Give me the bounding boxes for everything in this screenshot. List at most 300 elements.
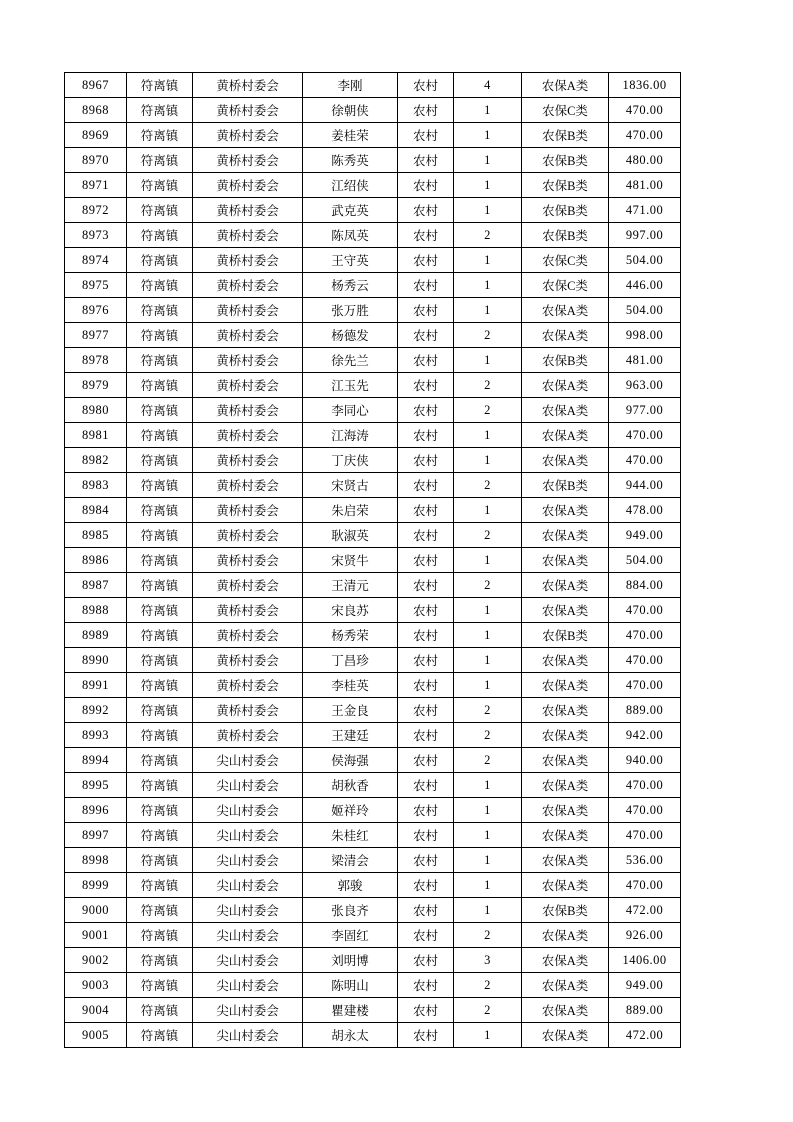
cell-category: 农保C类 <box>522 248 609 273</box>
cell-town: 符离镇 <box>127 348 193 373</box>
cell-amount: 1406.00 <box>609 948 681 973</box>
cell-area-type: 农村 <box>398 198 454 223</box>
table-row <box>65 923 681 948</box>
table-row <box>65 848 681 873</box>
cell-id: 9001 <box>65 923 127 948</box>
table-row <box>65 523 681 548</box>
cell-village: 黄桥村委会 <box>193 673 303 698</box>
cell-village: 黄桥村委会 <box>193 98 303 123</box>
cell-village: 黄桥村委会 <box>193 373 303 398</box>
cell-id: 9004 <box>65 998 127 1023</box>
cell-person-count: 1 <box>454 848 522 873</box>
cell-name: 刘明博 <box>303 948 398 973</box>
cell-category: 农保A类 <box>522 448 609 473</box>
cell-village: 黄桥村委会 <box>193 498 303 523</box>
cell-area-type: 农村 <box>398 148 454 173</box>
cell-area-type: 农村 <box>398 848 454 873</box>
cell-id: 8987 <box>65 573 127 598</box>
cell-amount: 478.00 <box>609 498 681 523</box>
table-row <box>65 648 681 673</box>
cell-town: 符离镇 <box>127 198 193 223</box>
cell-town: 符离镇 <box>127 323 193 348</box>
cell-name: 江玉先 <box>303 373 398 398</box>
cell-category: 农保A类 <box>522 648 609 673</box>
cell-category: 农保A类 <box>522 923 609 948</box>
cell-area-type: 农村 <box>398 448 454 473</box>
cell-town: 符离镇 <box>127 148 193 173</box>
cell-amount: 472.00 <box>609 1023 681 1048</box>
cell-id: 8996 <box>65 798 127 823</box>
table-row <box>65 73 681 98</box>
cell-person-count: 1 <box>454 423 522 448</box>
cell-person-count: 1 <box>454 823 522 848</box>
cell-person-count: 1 <box>454 773 522 798</box>
table-row <box>65 198 681 223</box>
cell-person-count: 2 <box>454 973 522 998</box>
cell-name: 王建廷 <box>303 723 398 748</box>
cell-name: 王守英 <box>303 248 398 273</box>
cell-village: 尖山村委会 <box>193 773 303 798</box>
cell-person-count: 1 <box>454 123 522 148</box>
cell-person-count: 1 <box>454 623 522 648</box>
cell-village: 尖山村委会 <box>193 1023 303 1048</box>
table-row <box>65 473 681 498</box>
cell-person-count: 1 <box>454 498 522 523</box>
cell-category: 农保A类 <box>522 423 609 448</box>
cell-id: 8997 <box>65 823 127 848</box>
cell-name: 朱启荣 <box>303 498 398 523</box>
cell-id: 8973 <box>65 223 127 248</box>
cell-person-count: 1 <box>454 648 522 673</box>
cell-village: 尖山村委会 <box>193 873 303 898</box>
cell-amount: 471.00 <box>609 198 681 223</box>
cell-town: 符离镇 <box>127 1023 193 1048</box>
table-row <box>65 948 681 973</box>
cell-person-count: 2 <box>454 398 522 423</box>
cell-name: 耿淑英 <box>303 523 398 548</box>
table-row <box>65 498 681 523</box>
cell-person-count: 2 <box>454 323 522 348</box>
cell-town: 符离镇 <box>127 698 193 723</box>
table-row <box>65 323 681 348</box>
cell-area-type: 农村 <box>398 173 454 198</box>
cell-name: 陈凤英 <box>303 223 398 248</box>
cell-name: 徐先兰 <box>303 348 398 373</box>
cell-amount: 470.00 <box>609 598 681 623</box>
cell-area-type: 农村 <box>398 723 454 748</box>
cell-id: 8975 <box>65 273 127 298</box>
cell-town: 符离镇 <box>127 873 193 898</box>
cell-area-type: 农村 <box>398 248 454 273</box>
cell-id: 8986 <box>65 548 127 573</box>
cell-village: 黄桥村委会 <box>193 148 303 173</box>
cell-amount: 446.00 <box>609 273 681 298</box>
cell-area-type: 农村 <box>398 98 454 123</box>
cell-amount: 470.00 <box>609 673 681 698</box>
cell-person-count: 1 <box>454 873 522 898</box>
cell-category: 农保C类 <box>522 273 609 298</box>
cell-category: 农保B类 <box>522 623 609 648</box>
cell-name: 侯海强 <box>303 748 398 773</box>
cell-id: 9002 <box>65 948 127 973</box>
cell-village: 黄桥村委会 <box>193 623 303 648</box>
cell-name: 姬祥玲 <box>303 798 398 823</box>
cell-name: 陈秀英 <box>303 148 398 173</box>
cell-person-count: 2 <box>454 523 522 548</box>
cell-amount: 884.00 <box>609 573 681 598</box>
cell-town: 符离镇 <box>127 798 193 823</box>
cell-person-count: 1 <box>454 98 522 123</box>
cell-amount: 942.00 <box>609 723 681 748</box>
cell-id: 8990 <box>65 648 127 673</box>
cell-amount: 997.00 <box>609 223 681 248</box>
cell-town: 符离镇 <box>127 623 193 648</box>
cell-area-type: 农村 <box>398 598 454 623</box>
table-row <box>65 973 681 998</box>
cell-town: 符离镇 <box>127 573 193 598</box>
cell-category: 农保A类 <box>522 998 609 1023</box>
cell-amount: 480.00 <box>609 148 681 173</box>
cell-category: 农保B类 <box>522 473 609 498</box>
cell-village: 黄桥村委会 <box>193 548 303 573</box>
cell-name: 朱桂红 <box>303 823 398 848</box>
cell-town: 符离镇 <box>127 98 193 123</box>
cell-name: 王金良 <box>303 698 398 723</box>
cell-category: 农保A类 <box>522 573 609 598</box>
cell-town: 符离镇 <box>127 448 193 473</box>
cell-category: 农保B类 <box>522 173 609 198</box>
cell-person-count: 4 <box>454 73 522 98</box>
cell-name: 张万胜 <box>303 298 398 323</box>
cell-person-count: 1 <box>454 1023 522 1048</box>
cell-person-count: 2 <box>454 473 522 498</box>
cell-town: 符离镇 <box>127 398 193 423</box>
cell-amount: 470.00 <box>609 423 681 448</box>
cell-category: 农保A类 <box>522 823 609 848</box>
cell-amount: 481.00 <box>609 348 681 373</box>
cell-category: 农保A类 <box>522 323 609 348</box>
cell-town: 符离镇 <box>127 523 193 548</box>
cell-category: 农保A类 <box>522 748 609 773</box>
cell-id: 8972 <box>65 198 127 223</box>
cell-town: 符离镇 <box>127 823 193 848</box>
cell-person-count: 1 <box>454 598 522 623</box>
cell-name: 江绍侠 <box>303 173 398 198</box>
table-row <box>65 773 681 798</box>
cell-category: 农保A类 <box>522 523 609 548</box>
cell-name: 张良齐 <box>303 898 398 923</box>
table-row <box>65 548 681 573</box>
cell-category: 农保A类 <box>522 973 609 998</box>
cell-name: 瞿建楼 <box>303 998 398 1023</box>
cell-category: 农保B类 <box>522 223 609 248</box>
cell-town: 符离镇 <box>127 973 193 998</box>
cell-person-count: 2 <box>454 748 522 773</box>
cell-village: 黄桥村委会 <box>193 648 303 673</box>
cell-town: 符离镇 <box>127 848 193 873</box>
table-row <box>65 798 681 823</box>
cell-area-type: 农村 <box>398 773 454 798</box>
cell-town: 符离镇 <box>127 223 193 248</box>
cell-amount: 470.00 <box>609 623 681 648</box>
cell-area-type: 农村 <box>398 1023 454 1048</box>
cell-id: 8977 <box>65 323 127 348</box>
cell-town: 符离镇 <box>127 248 193 273</box>
cell-name: 丁昌珍 <box>303 648 398 673</box>
cell-amount: 949.00 <box>609 973 681 998</box>
cell-amount: 470.00 <box>609 648 681 673</box>
cell-person-count: 1 <box>454 273 522 298</box>
cell-area-type: 农村 <box>398 373 454 398</box>
cell-name: 徐朝侠 <box>303 98 398 123</box>
cell-village: 黄桥村委会 <box>193 348 303 373</box>
cell-name: 郭骏 <box>303 873 398 898</box>
cell-amount: 940.00 <box>609 748 681 773</box>
cell-id: 8970 <box>65 148 127 173</box>
cell-name: 李刚 <box>303 73 398 98</box>
cell-category: 农保A类 <box>522 773 609 798</box>
cell-town: 符离镇 <box>127 748 193 773</box>
cell-town: 符离镇 <box>127 273 193 298</box>
cell-village: 黄桥村委会 <box>193 398 303 423</box>
cell-id: 8983 <box>65 473 127 498</box>
table-row <box>65 148 681 173</box>
cell-name: 杨秀荣 <box>303 623 398 648</box>
cell-id: 8995 <box>65 773 127 798</box>
table-row <box>65 898 681 923</box>
cell-person-count: 2 <box>454 223 522 248</box>
cell-name: 杨秀云 <box>303 273 398 298</box>
cell-town: 符离镇 <box>127 998 193 1023</box>
table-row <box>65 873 681 898</box>
cell-person-count: 1 <box>454 148 522 173</box>
cell-area-type: 农村 <box>398 948 454 973</box>
cell-person-count: 1 <box>454 198 522 223</box>
cell-category: 农保A类 <box>522 1023 609 1048</box>
cell-id: 8993 <box>65 723 127 748</box>
cell-name: 李桂英 <box>303 673 398 698</box>
cell-amount: 470.00 <box>609 448 681 473</box>
cell-area-type: 农村 <box>398 998 454 1023</box>
table-row <box>65 173 681 198</box>
table-row <box>65 373 681 398</box>
cell-name: 武克英 <box>303 198 398 223</box>
cell-area-type: 农村 <box>398 973 454 998</box>
cell-amount: 470.00 <box>609 123 681 148</box>
cell-name: 宋贤古 <box>303 473 398 498</box>
cell-id: 8976 <box>65 298 127 323</box>
table-row <box>65 573 681 598</box>
table-row <box>65 748 681 773</box>
table-row <box>65 423 681 448</box>
table-row <box>65 698 681 723</box>
cell-name: 李同心 <box>303 398 398 423</box>
cell-category: 农保A类 <box>522 848 609 873</box>
cell-id: 8969 <box>65 123 127 148</box>
cell-village: 尖山村委会 <box>193 748 303 773</box>
cell-person-count: 1 <box>454 348 522 373</box>
cell-village: 黄桥村委会 <box>193 223 303 248</box>
cell-area-type: 农村 <box>398 123 454 148</box>
cell-area-type: 农村 <box>398 73 454 98</box>
cell-village: 黄桥村委会 <box>193 298 303 323</box>
cell-category: 农保A类 <box>522 298 609 323</box>
cell-town: 符离镇 <box>127 648 193 673</box>
cell-id: 8991 <box>65 673 127 698</box>
cell-category: 农保A类 <box>522 673 609 698</box>
table-body <box>65 73 681 1048</box>
table-row <box>65 823 681 848</box>
cell-amount: 963.00 <box>609 373 681 398</box>
table-row <box>65 598 681 623</box>
cell-amount: 889.00 <box>609 998 681 1023</box>
cell-village: 黄桥村委会 <box>193 323 303 348</box>
cell-town: 符离镇 <box>127 723 193 748</box>
cell-person-count: 2 <box>454 573 522 598</box>
cell-category: 农保A类 <box>522 948 609 973</box>
cell-name: 王清元 <box>303 573 398 598</box>
cell-area-type: 农村 <box>398 623 454 648</box>
cell-name: 杨德发 <box>303 323 398 348</box>
cell-id: 8979 <box>65 373 127 398</box>
cell-id: 8982 <box>65 448 127 473</box>
cell-area-type: 农村 <box>398 698 454 723</box>
cell-amount: 481.00 <box>609 173 681 198</box>
table-row <box>65 223 681 248</box>
table-row <box>65 1023 681 1048</box>
cell-village: 尖山村委会 <box>193 948 303 973</box>
cell-town: 符离镇 <box>127 948 193 973</box>
cell-amount: 472.00 <box>609 898 681 923</box>
cell-amount: 536.00 <box>609 848 681 873</box>
cell-town: 符离镇 <box>127 498 193 523</box>
cell-village: 黄桥村委会 <box>193 248 303 273</box>
cell-village: 黄桥村委会 <box>193 448 303 473</box>
cell-category: 农保A类 <box>522 548 609 573</box>
cell-name: 陈明山 <box>303 973 398 998</box>
cell-area-type: 农村 <box>398 498 454 523</box>
cell-area-type: 农村 <box>398 548 454 573</box>
cell-area-type: 农村 <box>398 748 454 773</box>
cell-town: 符离镇 <box>127 673 193 698</box>
table-row <box>65 623 681 648</box>
cell-village: 黄桥村委会 <box>193 523 303 548</box>
cell-village: 黄桥村委会 <box>193 198 303 223</box>
cell-area-type: 农村 <box>398 873 454 898</box>
cell-amount: 504.00 <box>609 548 681 573</box>
cell-town: 符离镇 <box>127 548 193 573</box>
cell-town: 符离镇 <box>127 298 193 323</box>
cell-amount: 1836.00 <box>609 73 681 98</box>
cell-category: 农保B类 <box>522 148 609 173</box>
cell-village: 黄桥村委会 <box>193 73 303 98</box>
cell-person-count: 2 <box>454 998 522 1023</box>
cell-category: 农保A类 <box>522 398 609 423</box>
table-row <box>65 348 681 373</box>
cell-name: 姜桂荣 <box>303 123 398 148</box>
cell-area-type: 农村 <box>398 898 454 923</box>
cell-town: 符离镇 <box>127 773 193 798</box>
cell-id: 9000 <box>65 898 127 923</box>
cell-village: 尖山村委会 <box>193 848 303 873</box>
cell-person-count: 1 <box>454 898 522 923</box>
cell-village: 黄桥村委会 <box>193 173 303 198</box>
cell-category: 农保C类 <box>522 98 609 123</box>
cell-village: 黄桥村委会 <box>193 123 303 148</box>
cell-area-type: 农村 <box>398 323 454 348</box>
cell-category: 农保A类 <box>522 498 609 523</box>
cell-area-type: 农村 <box>398 573 454 598</box>
cell-area-type: 农村 <box>398 923 454 948</box>
cell-area-type: 农村 <box>398 823 454 848</box>
cell-category: 农保B类 <box>522 198 609 223</box>
cell-person-count: 2 <box>454 373 522 398</box>
cell-category: 农保A类 <box>522 73 609 98</box>
cell-id: 8978 <box>65 348 127 373</box>
cell-id: 8985 <box>65 523 127 548</box>
table-row <box>65 398 681 423</box>
cell-amount: 889.00 <box>609 698 681 723</box>
cell-town: 符离镇 <box>127 173 193 198</box>
table-row <box>65 98 681 123</box>
subsidy-table <box>64 72 681 1048</box>
cell-area-type: 农村 <box>398 673 454 698</box>
cell-name: 李固红 <box>303 923 398 948</box>
cell-amount: 949.00 <box>609 523 681 548</box>
cell-id: 8971 <box>65 173 127 198</box>
cell-area-type: 农村 <box>398 473 454 498</box>
cell-person-count: 1 <box>454 798 522 823</box>
cell-person-count: 1 <box>454 248 522 273</box>
cell-category: 农保B类 <box>522 123 609 148</box>
cell-person-count: 1 <box>454 298 522 323</box>
cell-area-type: 农村 <box>398 273 454 298</box>
cell-area-type: 农村 <box>398 348 454 373</box>
cell-village: 尖山村委会 <box>193 923 303 948</box>
cell-person-count: 1 <box>454 448 522 473</box>
cell-town: 符离镇 <box>127 73 193 98</box>
cell-area-type: 农村 <box>398 223 454 248</box>
cell-person-count: 2 <box>454 723 522 748</box>
table-row <box>65 298 681 323</box>
cell-id: 8980 <box>65 398 127 423</box>
cell-id: 8994 <box>65 748 127 773</box>
cell-name: 宋贤牛 <box>303 548 398 573</box>
cell-person-count: 3 <box>454 948 522 973</box>
table-row <box>65 273 681 298</box>
cell-person-count: 2 <box>454 698 522 723</box>
cell-area-type: 农村 <box>398 648 454 673</box>
cell-amount: 470.00 <box>609 823 681 848</box>
cell-id: 8998 <box>65 848 127 873</box>
cell-town: 符离镇 <box>127 473 193 498</box>
cell-town: 符离镇 <box>127 598 193 623</box>
table-row <box>65 123 681 148</box>
cell-amount: 470.00 <box>609 873 681 898</box>
cell-name: 胡秋香 <box>303 773 398 798</box>
cell-category: 农保A类 <box>522 373 609 398</box>
cell-village: 黄桥村委会 <box>193 573 303 598</box>
cell-amount: 504.00 <box>609 248 681 273</box>
cell-id: 8967 <box>65 73 127 98</box>
cell-amount: 470.00 <box>609 798 681 823</box>
cell-id: 8999 <box>65 873 127 898</box>
cell-person-count: 1 <box>454 173 522 198</box>
cell-name: 宋良苏 <box>303 598 398 623</box>
table-row <box>65 673 681 698</box>
cell-town: 符离镇 <box>127 923 193 948</box>
cell-id: 9003 <box>65 973 127 998</box>
